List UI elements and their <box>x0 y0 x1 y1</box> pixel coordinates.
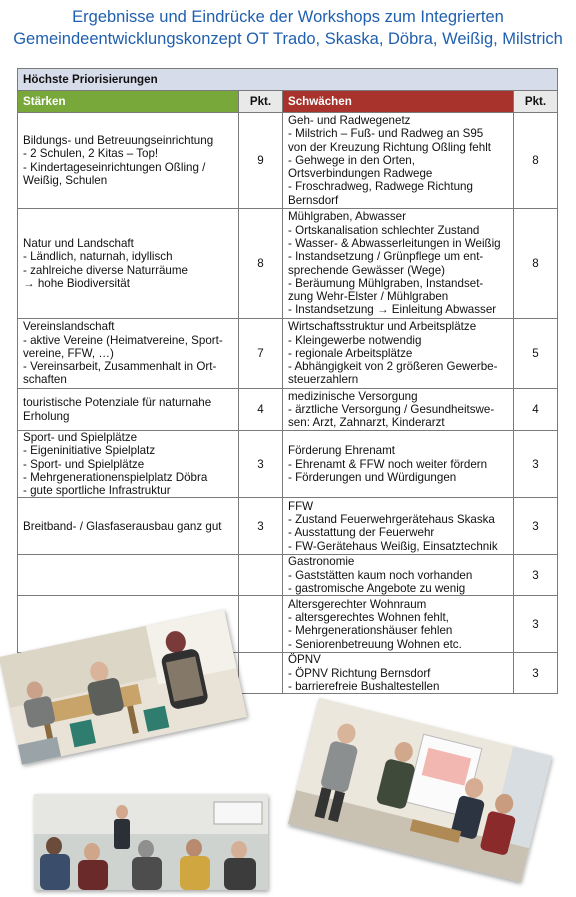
schwaeche-points: 8 <box>514 209 558 319</box>
schwaeche-cell-line: medizinische Versorgung <box>288 389 418 403</box>
schwaeche-cell-line: sen: Arzt, Zahnarzt, Kinderarzt <box>288 416 445 430</box>
schwaeche-cell-line: Altersgerechter Wohnraum <box>288 597 427 611</box>
schwaeche-cell-line: - FW-Gerätehaus Weißig, Einsatztechnik <box>288 539 498 553</box>
table-row <box>18 498 558 555</box>
staerke-points: 3 <box>239 431 283 498</box>
schwaeche-points: 3 <box>514 431 558 498</box>
schwaeche-cell-line: - Förderungen und Würdigungen <box>288 470 457 484</box>
staerke-cell <box>18 555 239 596</box>
staerke-cell-line: Vereinslandschaft <box>23 320 115 334</box>
schwaeche-cell-line: - Gehwege in den Orten, <box>288 153 415 167</box>
schwaeche-points: 3 <box>514 596 558 653</box>
schwaeche-cell-line: - Ausstattung der Feuerwehr <box>288 526 435 540</box>
schwaeche-cell-line: - Froschradweg, Radwege Richtung <box>288 180 473 194</box>
title-line-1: Ergebnisse und Eindrücke der Workshops zum Integrierten <box>72 8 504 26</box>
schwaeche-cell-line: - Ehrenamt & FFW noch weiter fördern <box>288 457 488 471</box>
column-header-staerken: Stärken <box>18 91 239 113</box>
schwaeche-cell <box>283 209 514 319</box>
schwaeche-cell-line: Geh- und Radwegenetz <box>288 113 411 127</box>
schwaeche-points: 3 <box>514 653 558 694</box>
table-row <box>18 113 558 209</box>
schwaeche-cell-line: - Instandsetzung → Einleitung Abwasser <box>288 303 497 317</box>
staerke-points <box>239 653 283 694</box>
schwaeche-cell-line: - Zustand Feuerwehrgerätehaus Skaska <box>288 513 495 527</box>
staerke-points <box>239 596 283 653</box>
schwaeche-cell-line: von der Kreuzung Richtung Oßling fehlt <box>288 140 492 154</box>
workshop-photo-3-image <box>34 794 268 890</box>
staerke-cell <box>18 113 239 209</box>
staerke-cell-line: Sport- und Spielplätze <box>23 431 138 444</box>
staerke-cell-line: - Kindertageseinrichtungen Oßling / <box>23 160 206 174</box>
schwaeche-cell-line: - Seniorenbetreuung Wohnen etc. <box>288 637 462 651</box>
staerke-cell-line: - aktive Vereine (Heimatvereine, Sport- <box>23 333 223 347</box>
priorities-table <box>17 68 558 694</box>
schwaeche-cell-line: Ortsverbindungen Radwege <box>288 167 433 181</box>
staerke-cell <box>18 209 239 319</box>
staerke-cell-line: schaften <box>23 373 67 387</box>
table-row <box>18 389 558 431</box>
schwaeche-cell-line: - ÖPNV Richtung Bernsdorf <box>288 666 431 680</box>
schwaeche-points: 3 <box>514 498 558 555</box>
staerke-cell-line: → hohe Biodiversität <box>23 276 130 290</box>
staerke-cell-line: - Mehrgenerationenspielplatz Döbra <box>23 470 208 484</box>
staerke-cell-line: Weißig, Schulen <box>23 173 108 187</box>
schwaeche-cell-line: - Beräumung Mühlgraben, Instandset- <box>288 276 484 290</box>
schwaeche-cell-line: steuerzahlern <box>288 373 359 387</box>
workshop-photo-3 <box>34 794 268 890</box>
staerke-cell-line: Breitband- / Glasfaserausbau ganz gut <box>23 519 222 533</box>
schwaeche-cell-line: Bernsdorf <box>288 193 339 207</box>
staerke-cell-line: - Sport- und Spielplätze <box>23 457 145 471</box>
staerke-cell-line: - gute sportliche Infrastruktur <box>23 484 171 498</box>
schwaeche-cell-line: - Gaststätten kaum noch vorhanden <box>288 568 473 582</box>
schwaeche-cell-line: ÖPNV <box>288 653 321 667</box>
staerke-cell-line: - 2 Schulen, 2 Kitas – Top! <box>23 147 159 161</box>
column-header-pkt-schwaechen: Pkt. <box>514 91 558 113</box>
schwaeche-cell <box>283 653 514 694</box>
staerke-cell-line: Erholung <box>23 409 70 423</box>
schwaeche-points: 3 <box>514 555 558 596</box>
schwaeche-cell <box>283 113 514 209</box>
schwaeche-cell-line: - Ortskanalisation schlechter Zustand <box>288 223 480 237</box>
schwaeche-cell-line: - barrierefreie Bushaltestellen <box>288 679 440 693</box>
workshop-photo-2 <box>288 698 552 882</box>
schwaeche-cell-line: Förderung Ehrenamt <box>288 444 395 458</box>
schwaeche-cell-line: - Mehrgenerationshäuser fehlen <box>288 624 453 638</box>
schwaeche-cell-line: - gastromische Angebote zu wenig <box>288 582 466 596</box>
schwaeche-cell <box>283 596 514 653</box>
staerke-cell <box>18 389 239 431</box>
staerke-points: 3 <box>239 498 283 555</box>
staerke-cell-line: vereine, FFW, …) <box>23 346 114 360</box>
schwaeche-cell-line: - Wasser- & Abwasserleitungen in Weißig <box>288 236 501 250</box>
table-row <box>18 319 558 389</box>
schwaeche-cell-line: - Milstrich – Fuß- und Radweg an S95 <box>288 127 484 141</box>
workshop-photo-2-image <box>288 698 552 882</box>
schwaeche-cell <box>283 431 514 498</box>
staerke-cell-line: Bildungs- und Betreuungseinrichtung <box>23 133 214 147</box>
column-header-schwaechen: Schwächen <box>283 91 514 113</box>
column-header-pkt-staerken: Pkt. <box>239 91 283 113</box>
staerke-cell-line: Natur und Landschaft <box>23 236 134 250</box>
schwaeche-points: 4 <box>514 389 558 431</box>
staerke-points: 4 <box>239 389 283 431</box>
schwaeche-cell-line: Gastronomie <box>288 555 355 569</box>
staerke-cell-line: - Ländlich, naturnah, idyllisch <box>23 250 173 264</box>
schwaeche-points: 5 <box>514 319 558 389</box>
staerke-points: 7 <box>239 319 283 389</box>
schwaeche-cell <box>283 498 514 555</box>
schwaeche-cell-line: sprechende Gewässer (Wege) <box>288 263 446 277</box>
staerke-points <box>239 555 283 596</box>
schwaeche-cell-line: - altersgerechtes Wohnen fehlt, <box>288 611 449 625</box>
table-header: Höchste Priorisierungen <box>18 69 558 91</box>
schwaeche-cell-line: FFW <box>288 499 314 513</box>
staerke-cell-line: - Vereinsarbeit, Zusammenhalt in Ort- <box>23 360 217 374</box>
schwaeche-cell-line: - Kleingewerbe notwendig <box>288 333 422 347</box>
schwaeche-cell-line: - Abhängigkeit von 2 größeren Gewerbe- <box>288 360 498 374</box>
schwaeche-cell <box>283 555 514 596</box>
schwaeche-cell <box>283 389 514 431</box>
staerke-cell-line: - zahlreiche diverse Naturräume <box>23 263 188 277</box>
schwaeche-cell-line: - ärztliche Versorgung / Gesundheitswe- <box>288 402 495 416</box>
table-row <box>18 555 558 596</box>
table-row <box>18 431 558 498</box>
schwaeche-cell-line: Mühlgraben, Abwasser <box>288 210 406 224</box>
schwaeche-points: 8 <box>514 113 558 209</box>
schwaeche-cell <box>283 319 514 389</box>
staerke-cell-line: - Eigeninitiative Spielplatz <box>23 444 156 458</box>
staerke-cell <box>18 319 239 389</box>
schwaeche-cell-line: - Instandsetzung / Grünpflege um ent- <box>288 250 484 264</box>
schwaeche-cell-line: - regionale Arbeitsplätze <box>288 346 413 360</box>
title-line-2: Gemeindeentwicklungskonzept OT Trado, Skaska, Döbra, Weißig, Milstrich <box>13 30 563 48</box>
staerke-cell <box>18 431 239 498</box>
staerke-cell <box>18 498 239 555</box>
schwaeche-cell-line: Wirtschaftsstruktur und Arbeitsplätze <box>288 320 477 334</box>
table-row <box>18 209 558 319</box>
staerke-cell-line: touristische Potenziale für naturnahe <box>23 396 212 410</box>
staerke-points: 9 <box>239 113 283 209</box>
schwaeche-cell-line: zung Wehr-Elster / Mühlgraben <box>288 290 449 304</box>
page-title <box>0 6 576 50</box>
staerke-points: 8 <box>239 209 283 319</box>
